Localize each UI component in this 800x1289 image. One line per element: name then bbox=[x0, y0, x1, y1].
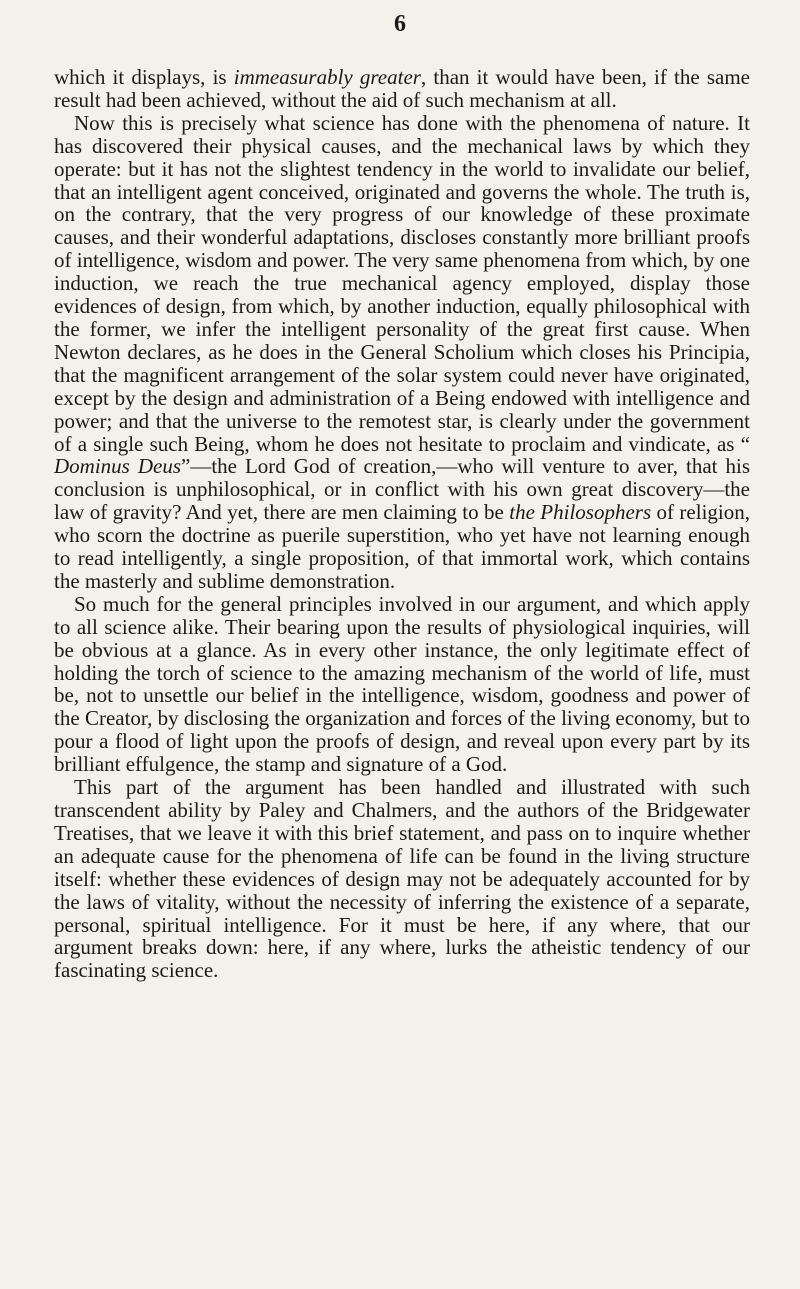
text-run: Now this is precisely what science has done with the phenomena of nature. It has discovered their physical causes, and the mechanical laws by which they operate: but it has not the slightest tendency in the world to invalidate our belief, that an intelligent agent conceived, originated and governs the whole. The truth is, on the contrary, that the very progress of our knowledge of these proximate causes, and their wonderful adaptations, discloses constantly more brilliant proofs of intelligence, wisdom and power. The very same phenomena from which, by one induction, we reach the true mechanical agency employed, display those evidences of design, from which, by another induction, equally philosophical with the former, we infer the intelligent personality of the great first cause. When Newton declares, as he does in the General Scholium which closes his Principia, that the magnificent arrangement of the solar system could never have originated, except by the design and administration of a Being endowed with intelligence and power; and that the universe to the remotest star, is clearly under the government of a single such Being, whom he does not hesitate to proclaim and vindicate, as “ bbox=[54, 110, 750, 456]
text-run: which it displays, is bbox=[54, 65, 234, 89]
text-run: ”—the Lord God of creation,—who will venture to aver, that his conclusion is unphilosophical, or in conflict with his own great discovery—the law of gravity? And yet, there are men claiming to be bbox=[54, 454, 750, 525]
text-run: So much for the general principles involved in our argument, and which apply to all science alike. Their bearing upon the results of physiological inquiries, will be obvious at a glance. As in every other instance, the only legitimate effect of holding the torch of science to the amazing mechanism of the world of life, must be, not to unsettle our belief in the intelligence, wisdom, goodness and power of the Creator, by disclosing the organization and forces of the living economy, but to pour a flood of light upon the proofs of design, and reveal upon every part by its brilliant effulgence, the stamp and signature of a God. bbox=[54, 591, 750, 777]
italic-text: the Philosophers bbox=[509, 500, 652, 525]
paragraph bbox=[54, 112, 750, 593]
paragraph bbox=[54, 593, 750, 776]
text-run: This part of the argument has been handled and illustrated with such transcendent ability by Paley and Chalmers, and the authors of the Bridgewater Treatises, that we leave it with this brief statement, and pass on to inquire whether an adequate cause for the phenomena of life can be found in the living structure itself: whether these evidences of design may not be adequately accounted for by the laws of vitality, without the necessity of inferring the existence of a separate, personal, spiritual intelligence. For it must be here, if any where, that our argument breaks down: here, if any where, lurks the atheistic tendency of our fascinating science. bbox=[54, 775, 750, 983]
paragraph bbox=[54, 776, 750, 982]
italic-text: Dominus Deus bbox=[54, 454, 181, 479]
italic-text: immeasurably greater bbox=[233, 65, 421, 89]
text-run: of religion, who scorn the doctrine as puerile superstition, who yet have not learning enough to read intelligently, a single proposition, of that immortal work, which contains the masterly and sublime demonstration. bbox=[54, 500, 750, 593]
paragraph bbox=[54, 66, 750, 112]
text-run: , than it would have been, if the same result had been achieved, without the aid of such mechanism at all. bbox=[54, 65, 750, 112]
body-text bbox=[54, 66, 750, 982]
page-number: 6 bbox=[394, 11, 406, 37]
